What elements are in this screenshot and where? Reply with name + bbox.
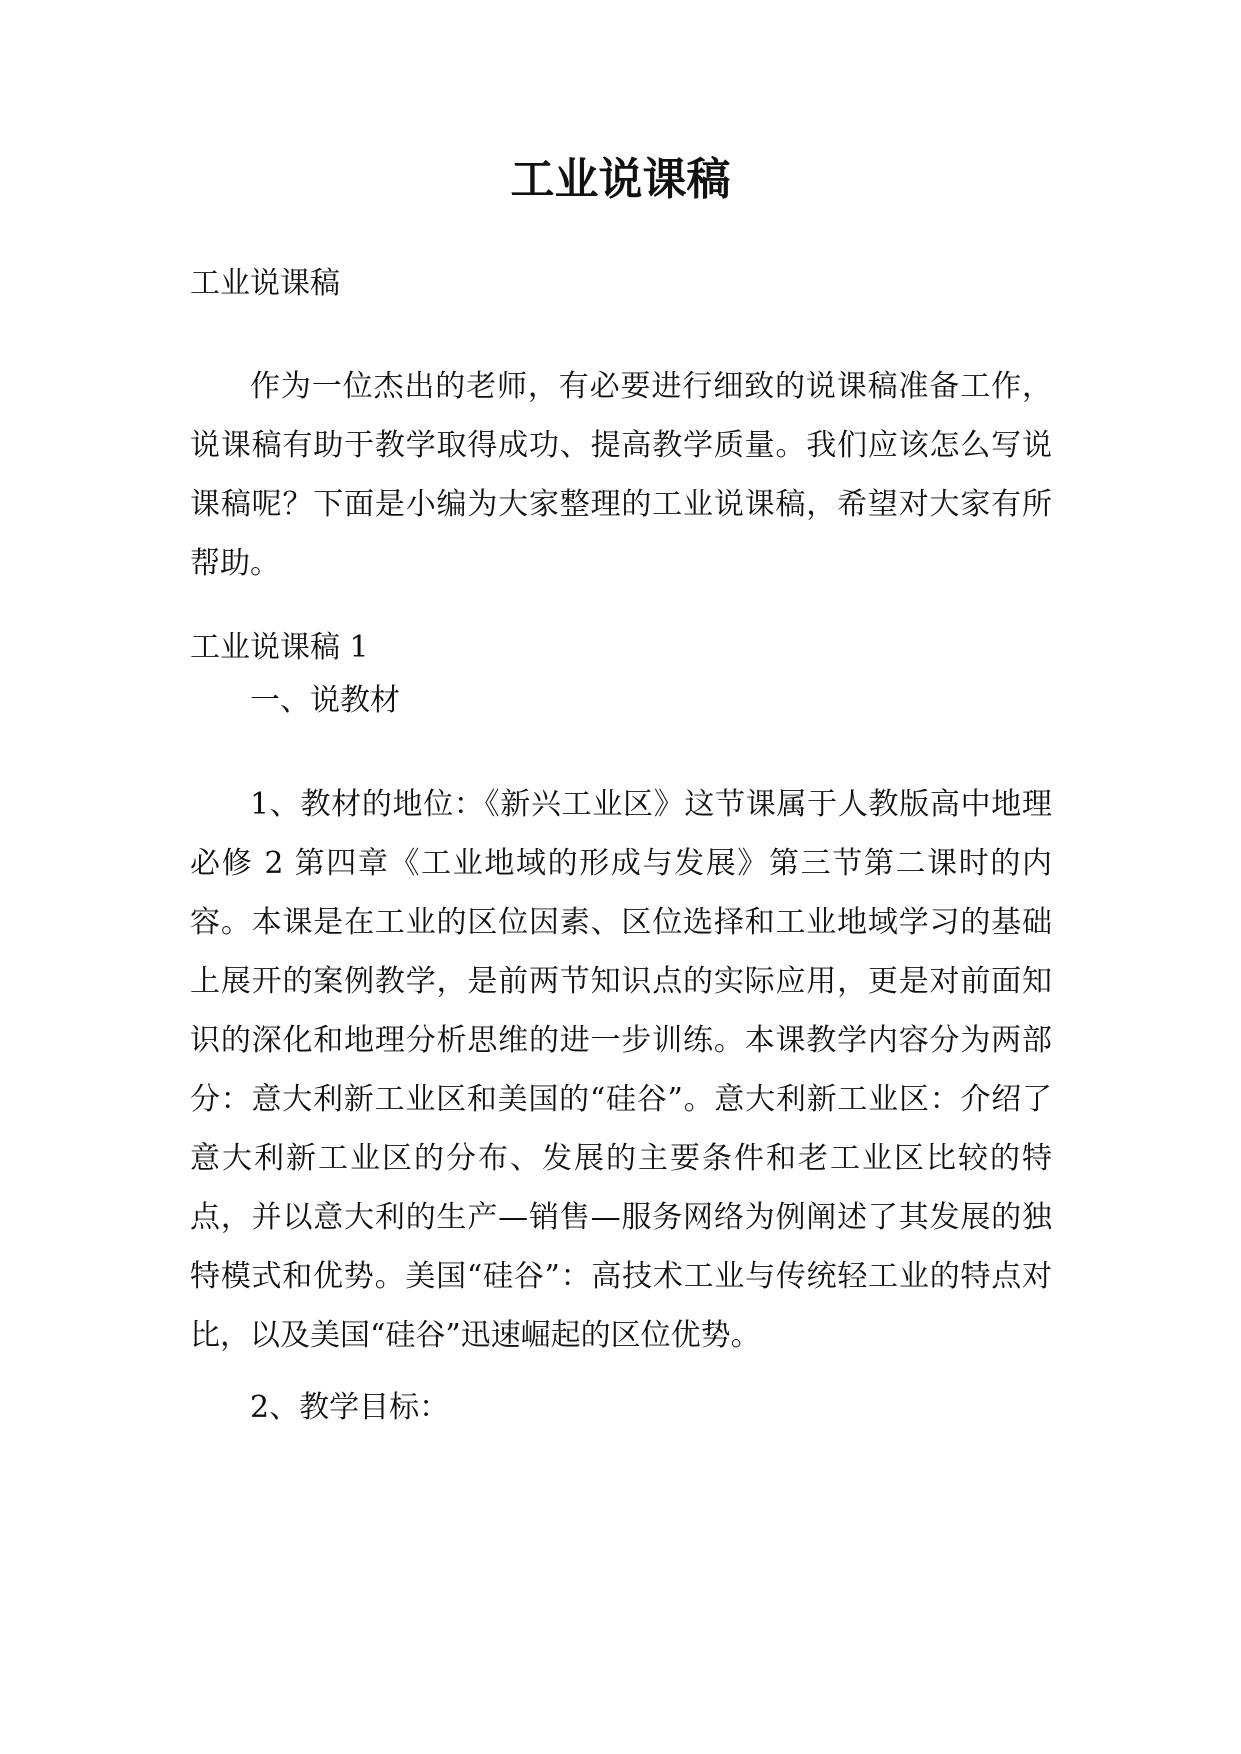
document-title: 工业说课稿 (510, 154, 731, 205)
subsection-heading: 一、说教材 (250, 683, 400, 718)
item1-paragraph: 1、教材的地位：《新兴工业区》这节课属于人教版高中地理必修 2 第四章《工业地域的形成与发展》第三节第二课时的内容。本课是在工业的区位因素、区位选择和工业地域学习的基础上展开的案例教学，是前两节知识点的实际应用，更是对前面知识的深化和地理分析思维的进一步训练。本课教学内容分为两部分：意大利新工业区和美国的“硅谷”。意大利新工业区：介绍了意大利新工业区的分布、发展的主要条件和老工业区比较的特点，并以意大利的生产—销售—服务网络为例阐述了其发展的独特模式和优势。美国“硅谷”：高技术工业与传统轻工业的特点对比，以及美国“硅谷”迅速崛起的区位优势。 (190, 787, 1052, 1353)
intro-paragraph: 作为一位杰出的老师，有必要进行细致的说课稿准备工作，说课稿有助于教学取得成功、提高教学质量。我们应该怎么写说课稿呢？下面是小编为大家整理的工业说课稿，希望对大家有所帮助。 (190, 369, 1052, 581)
document-subtitle: 工业说课稿 (190, 266, 340, 301)
item2-paragraph: 2、教学目标： (250, 1390, 450, 1425)
section-heading: 工业说课稿 1 (190, 630, 369, 665)
